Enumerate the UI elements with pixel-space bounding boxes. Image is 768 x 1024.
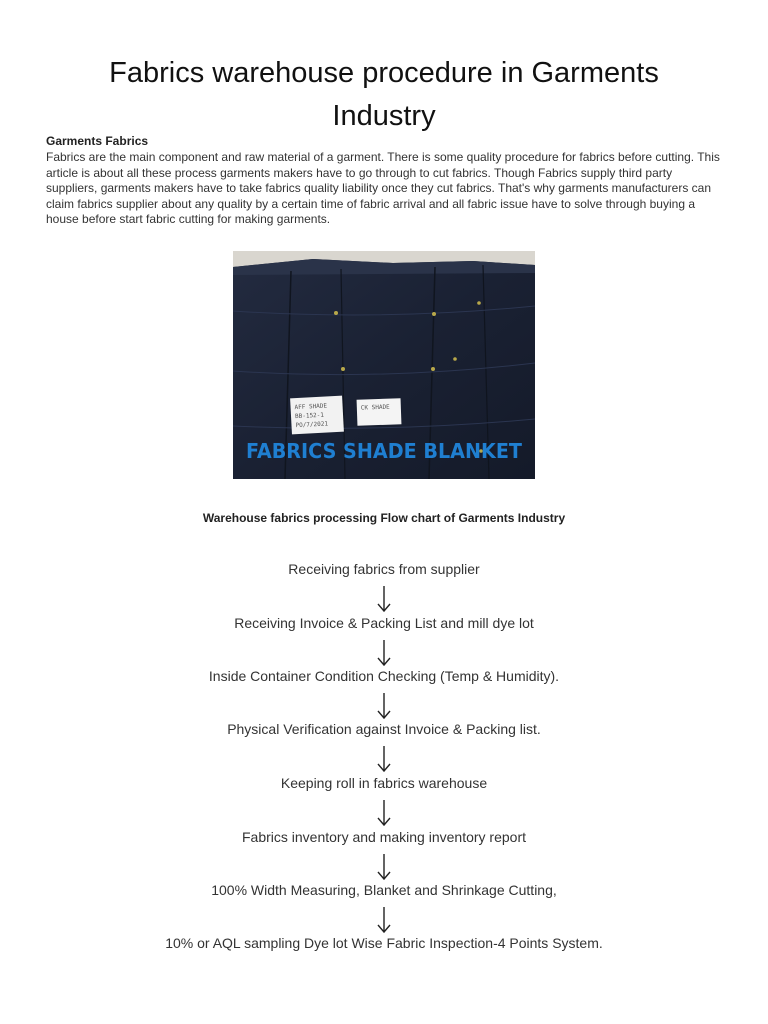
svg-text:CK SHADE: CK SHADE — [360, 403, 390, 412]
flow-step: Keeping roll in fabrics warehouse — [280, 775, 488, 791]
arrow-down-icon — [374, 583, 394, 615]
page-title: Fabrics warehouse procedure in Garments Industry — [109, 57, 659, 132]
svg-text:AFF SHADE: AFF SHADE — [294, 402, 328, 412]
intro-paragraph: Fabrics are the main component and raw material of a garment. There is some quality procedure for fabrics before cutting. This article is about all these process garments makers have to go through to cut fabrics. Though Fabrics supply third party suppliers, garments makers have to take fabrics quality liability once they cut fabrics. That's why garments manufacturers can claim fabrics supplier about any quality by a certain time of fabric arrival and all fabric issue have to solve through buying a house before start fabric cutting for making garments. — [46, 150, 720, 226]
flow-step: Inside Container Condition Checking (Temp & Humidity). — [208, 668, 560, 684]
fabric-shade-blanket-photo — [233, 251, 535, 479]
flowchart-heading: Warehouse fabrics processing Flow chart of Garments Industry — [202, 511, 566, 525]
arrow-down-icon — [374, 743, 394, 775]
flow-step: 10% or AQL sampling Dye lot Wise Fabric Inspection-4 Points System. — [165, 935, 603, 951]
section-heading: Garments Fabrics — [46, 134, 149, 148]
photo-caption: FABRICS SHADE BLANKET — [246, 439, 523, 463]
arrow-down-icon — [374, 904, 394, 936]
flow-step: 100% Width Measuring, Blanket and Shrinkage Cutting, — [211, 882, 557, 898]
arrow-down-icon — [374, 690, 394, 722]
svg-text:BB-152-1: BB-152-1 — [294, 411, 325, 421]
arrow-down-icon — [374, 851, 394, 883]
flow-step: Receiving Invoice & Packing List and mill dye lot — [234, 615, 534, 631]
flow-step: Receiving fabrics from supplier — [288, 561, 480, 577]
flow-step: Physical Verification against Invoice & Packing list. — [227, 721, 541, 737]
svg-text:PO/7/2021: PO/7/2021 — [295, 420, 329, 430]
arrow-down-icon — [374, 797, 394, 829]
flow-step: Fabrics inventory and making inventory report — [241, 829, 527, 845]
arrow-down-icon — [374, 637, 394, 669]
